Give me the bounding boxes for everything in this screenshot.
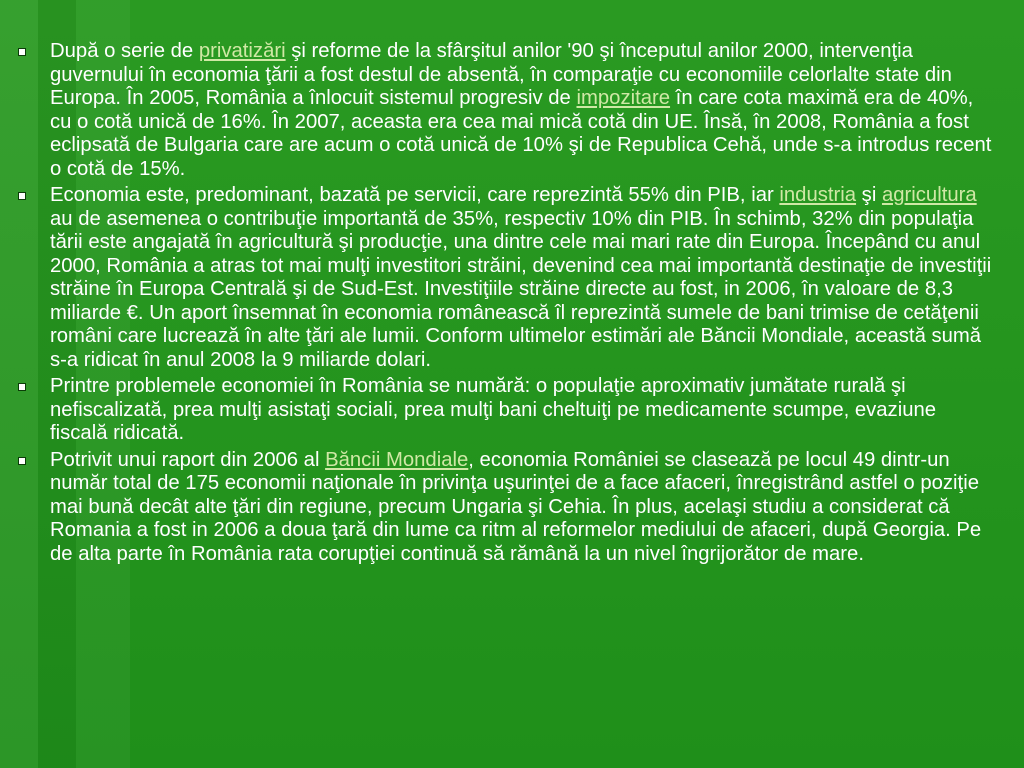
bullet-list xyxy=(16,40,996,569)
bullet-item-privatization xyxy=(16,40,996,181)
text-run: Economia este, predominant, bazată pe servicii, care reprezintă 55% din PIB, iar xyxy=(50,184,780,206)
square-bullet-icon xyxy=(18,383,26,391)
paragraph-text xyxy=(50,449,981,565)
text-run: Printre problemele economiei în România se numără: o populaţie aproximativ jumătate rurală şi nefiscalizată, prea mulţi asistaţi sociali, prea mulţi bani cheltuiţi pe medicamente scumpe, evaziune fiscală ridicată. xyxy=(50,375,937,444)
link-agricultura[interactable]: agricultura xyxy=(881,184,977,206)
bullet-item-economy-structure xyxy=(16,184,996,372)
link-bancii-mondiale[interactable]: Băncii Mondiale xyxy=(325,448,469,471)
square-bullet-icon xyxy=(18,192,26,200)
paragraph-text xyxy=(50,184,991,371)
text-run: , economia României se clasează pe locul 49 dintr-un număr total de 175 economii naţionale în privinţa uşurinţei de a face afaceri, înregistrând astfel o poziţie mai bună decât alte ţări din regiune, precum Ungaria şi Cehia. În plus, acelaşi studiu a considerat că Romania a fost in 2006 a doua ţară din lume ca ritm al reformelor mediului de afaceri, după Georgia. Pe de alta parte în România rata corupţiei continuă să rămână la un nivel îngrijorător de mare. xyxy=(50,448,982,565)
text-run: şi xyxy=(856,184,882,206)
link-privatizari[interactable]: privatizări xyxy=(198,40,286,62)
text-run: După o serie de xyxy=(50,40,199,62)
paragraph-text xyxy=(50,40,991,180)
paragraph-text xyxy=(50,375,936,444)
square-bullet-icon xyxy=(18,457,26,465)
bullet-item-world-bank-report xyxy=(16,449,996,567)
text-run: în care cota maximă era de 40%, cu o cotă unică de 16%. În 2007, aceasta era cea mai mică cotă din UE. Însă, în 2008, România a fost eclipsată de Bulgaria care are acum o cotă unică de 10% şi de Republica Cehă, unde s-a introdus recent o cotă de 15%. xyxy=(50,87,992,180)
text-run: şi reforme de la sfârşitul anilor '90 şi începutul anilor 2000, intervenţia guvernului în economia ţării a fost destul de absentă, în comparaţie cu economiile celorlalte state din Europa. În 2005, România a înlocuit sistemul progresiv de xyxy=(50,40,952,109)
link-impozitare[interactable]: impozitare xyxy=(576,87,671,109)
square-bullet-icon xyxy=(18,48,26,56)
text-run: au de asemenea o contribuţie importantă de 35%, respectiv 10% din PIB. În schimb, 32% din populaţia tării este angajată în agricultură şi producţie, una dintre cele mai mari rate din Europa. Începând cu anul 2000, România a atras tot mai mulţi investitori străini, devenind cea mai importantă destinaţie de investiţii străine în Europa Centrală şi de Sud-Est. Investiţiile străine directe au fost, in 2006, în valoare de 8,3 miliarde €. Un aport însemnat în economia românească îl reprezintă sumele de bani trimise de cetăţenii români care lucrează în alte ţări ale lumii. Conform ultimelor estimări ale Băncii Mondiale, această sumă s-a ridicat în anul 2008 la 9 miliarde dolari. xyxy=(50,207,992,371)
bullet-item-economic-problems xyxy=(16,375,996,446)
text-run: Potrivit unui raport din 2006 al xyxy=(50,448,326,471)
link-industria[interactable]: industria xyxy=(779,184,857,206)
